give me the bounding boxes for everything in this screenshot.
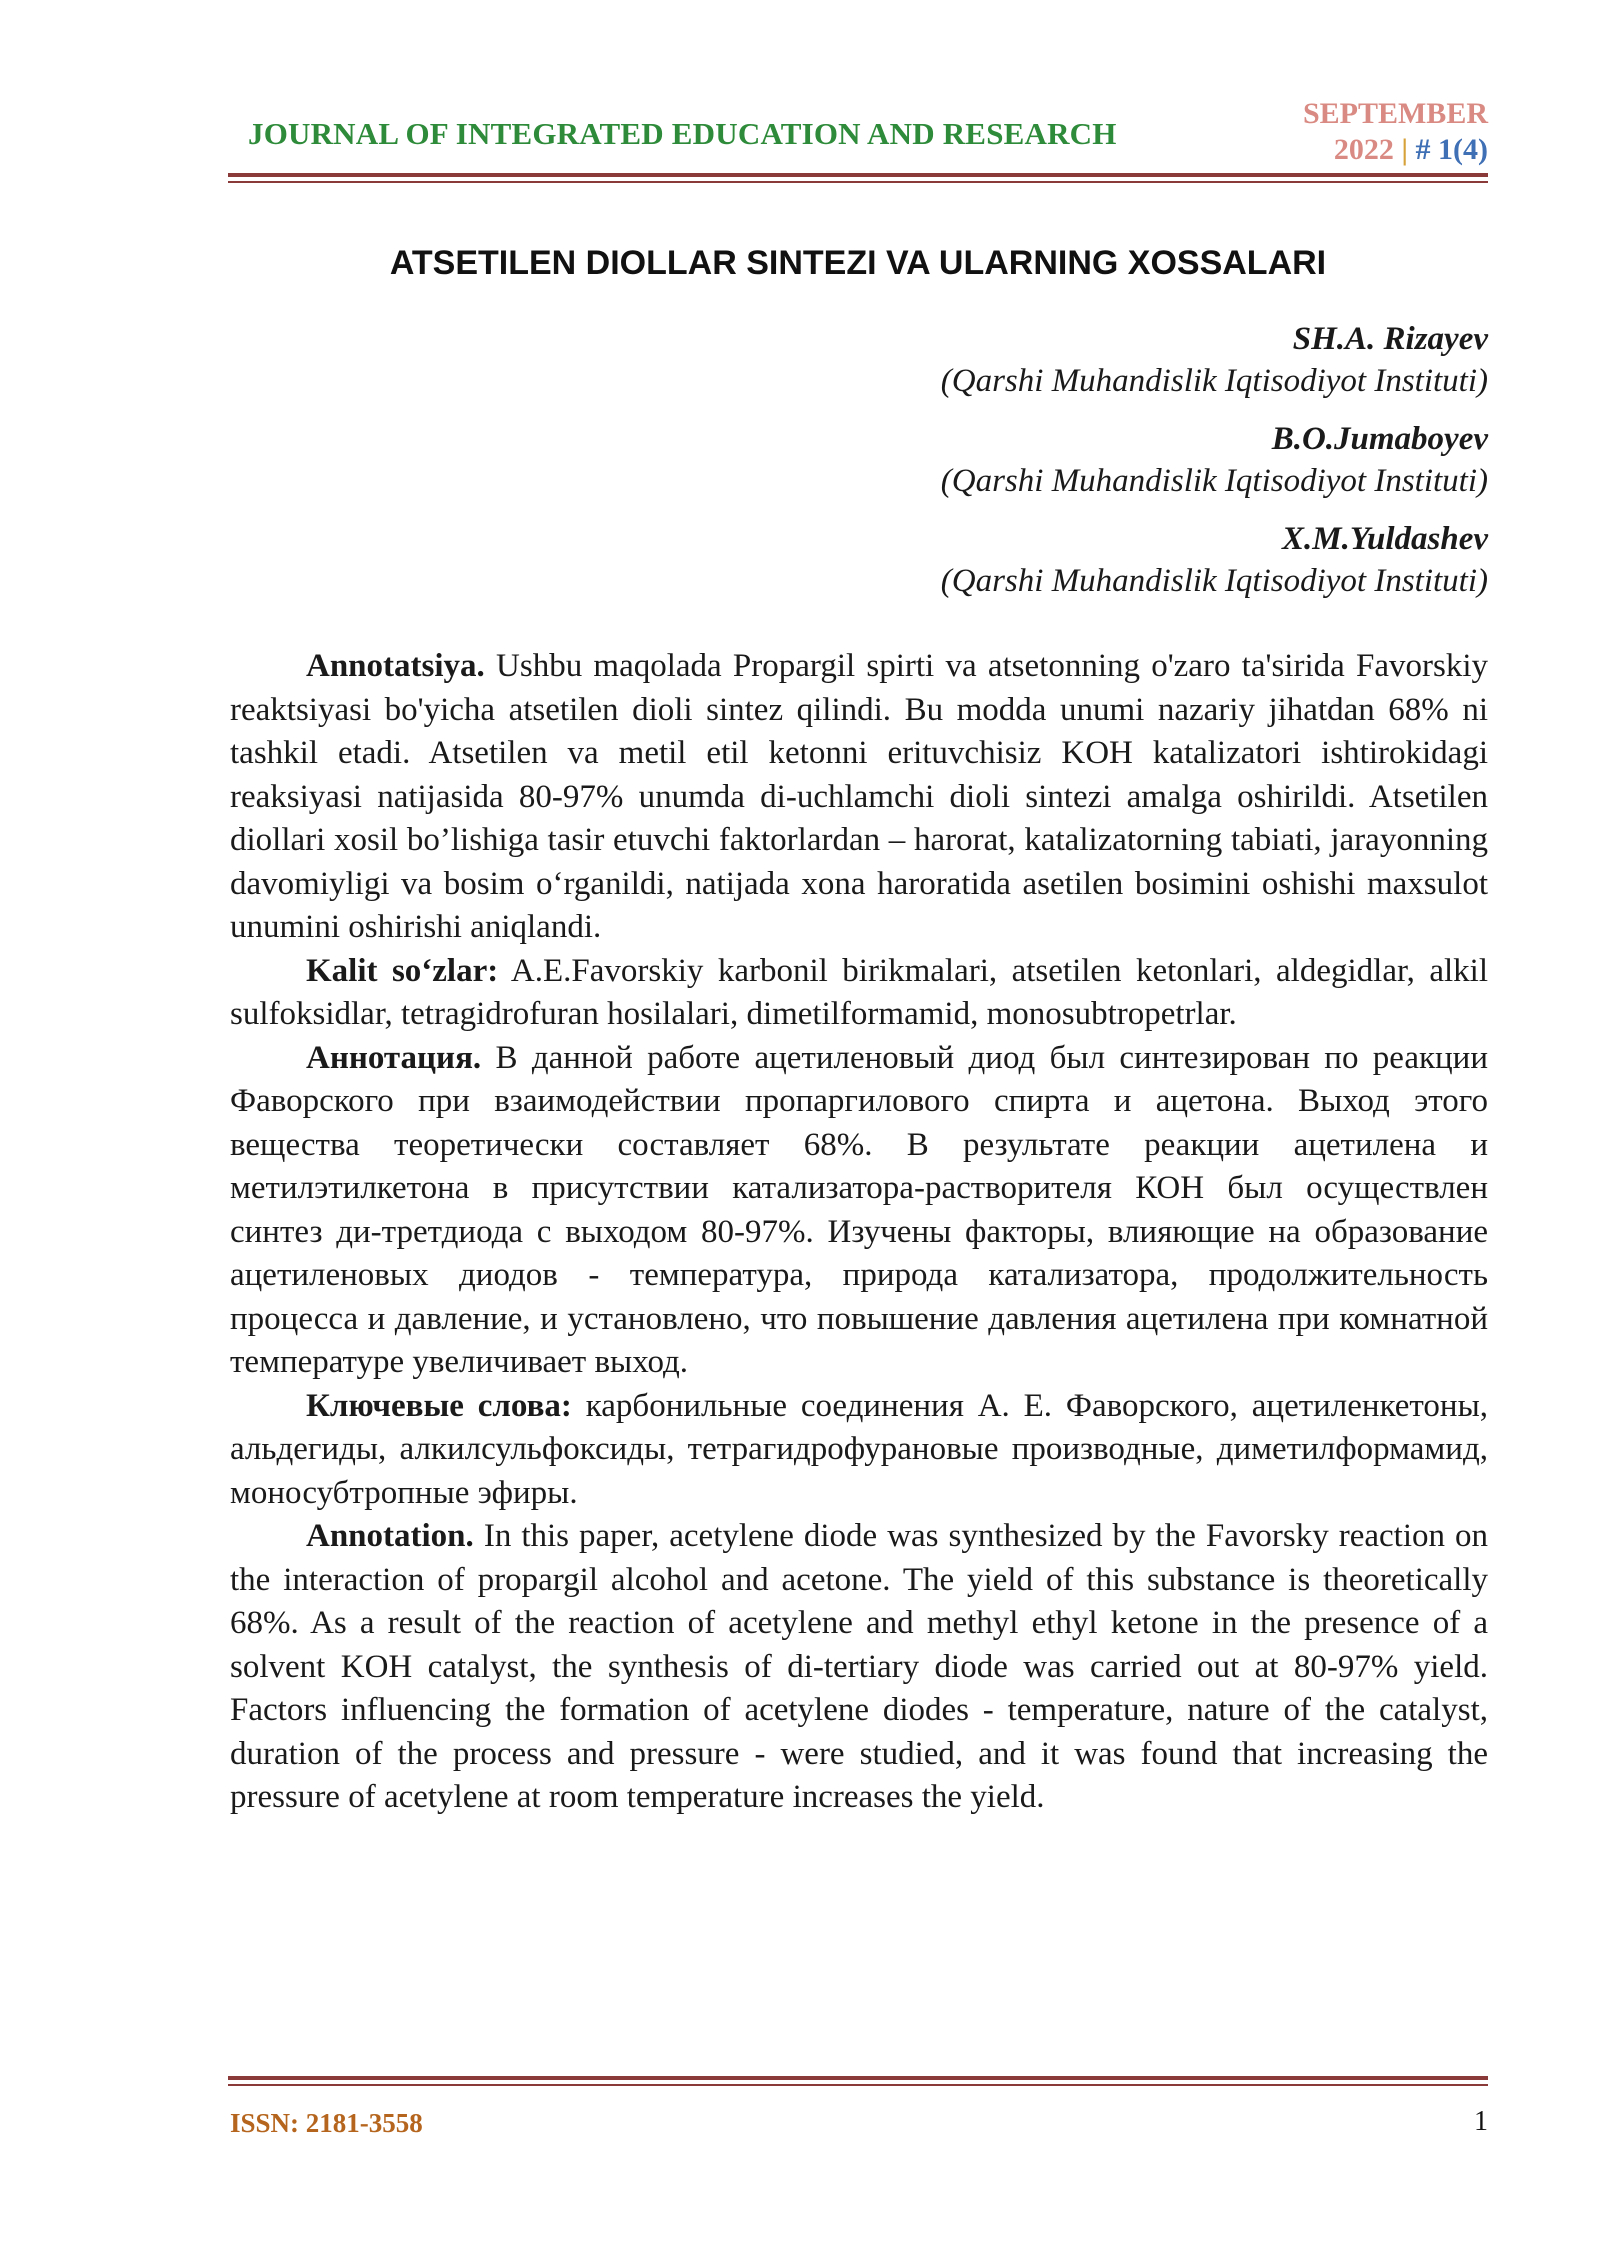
author-name: SH.A. Rizayev: [1292, 321, 1488, 357]
issue-number: # 1(4): [1415, 133, 1488, 166]
abstract-ru-label: Аннотация.: [306, 1039, 482, 1076]
author-name: B.O.Jumaboyev: [1271, 421, 1488, 457]
abstract-en: [230, 1515, 1488, 1820]
keywords-uz: [230, 950, 1488, 1037]
issue-separator: |: [1401, 133, 1409, 166]
footer-rule-thick: [228, 2076, 1488, 2080]
issue-year: 2022: [1333, 133, 1394, 166]
author-block: [388, 418, 1488, 502]
header-rule-thick: [228, 173, 1488, 177]
author-block: [388, 518, 1488, 602]
keywords-ru-label: Ключевые слова:: [306, 1387, 572, 1424]
keywords-uz-label: Kalit so‘zlar:: [306, 952, 499, 989]
paper-title: ATSETILEN DIOLLAR SINTEZI VA ULARNING XOSSALARI: [389, 244, 1327, 282]
abstract-uz-text: Ushbu maqolada Propargil spirti va atsetonning o'zaro ta'sirida Favorskiy reaktsiyasi bo'yicha atsetilen dioli sintez qilindi. Bu modda unumi nazariy jihatdan 68% ni tashkil etadi. Atsetilen va metil etil ketonni erituvchisiz KOH katalizatori ishtirokidagi reaksiyasi natijasida 80-97% unumda di-uchlamchi dioli sintezi amalga oshirildi. Atsetilen diollari xosil bo’lishiga tasir etuvchi faktorlardan – harorat, katalizatorning tabiati, jarayonning davomiyligi va bosim o‘rganildi, natijada xona haroratida asetilen bosimini oshishi maxsulot unumini oshirishi aniqlandi.: [230, 648, 1488, 945]
abstract-uz: [230, 645, 1488, 950]
article-body: [230, 645, 1488, 1820]
author-affiliation: (Qarshi Muhandislik Iqtisodiyot Instituti): [940, 363, 1488, 399]
abstract-en-label: Annotation.: [306, 1518, 474, 1554]
keywords-ru-text: карбонильные соединения А. Е. Фаворского, ацетиленкетоны, альдегиды, алкилсульфоксиды, тетрагидрофурановые производные, диметилформамид, моносубтропные эфиры.: [230, 1387, 1489, 1511]
issue-month: SEPTEMBER: [1302, 97, 1488, 130]
keywords-ru: [230, 1385, 1488, 1516]
author-list: [388, 318, 1488, 618]
author-block: [388, 318, 1488, 402]
abstract-ru: [230, 1037, 1488, 1385]
author-affiliation: (Qarshi Muhandislik Iqtisodiyot Instituti): [940, 463, 1488, 499]
author-name: X.M.Yuldashev: [1282, 521, 1488, 557]
header-rule-thin: [228, 181, 1488, 183]
keywords-uz-text: A.E.Favorskiy karbonil birikmalari, atsetilen ketonlari, aldegidlar, alkil sulfoksidlar, tetragidrofuran hosilalari, dimetilformamid, monosubtropetrlar.: [230, 952, 1488, 1032]
issn-label: ISSN: 2181-3558: [230, 2108, 423, 2138]
footer-rule-thin: [228, 2084, 1488, 2086]
author-affiliation: (Qarshi Muhandislik Iqtisodiyot Instituti): [940, 563, 1488, 599]
abstract-en-text: In this paper, acetylene diode was synthesized by the Favorsky reaction on the interaction of propargil alcohol and acetone. The yield of this substance is theoretically 68%. As a result of the reaction of acetylene and methyl ethyl ketone in the presence of a solvent KOH catalyst, the synthesis of di-tertiary diode was carried out at 80-97% yield. Factors influencing the formation of acetylene diodes - temperature, nature of the catalyst, duration of the process and pressure - were studied, and it was found that increasing the pressure of acetylene at room temperature increases the yield.: [230, 1518, 1489, 1815]
journal-title: JOURNAL OF INTEGRATED EDUCATION AND RESEARCH: [248, 116, 1117, 151]
abstract-uz-label: Annotatsiya.: [306, 648, 485, 684]
issue-line: [1303, 132, 1488, 168]
issue-info: [1303, 96, 1488, 168]
page-number: 1: [1474, 2106, 1488, 2137]
abstract-ru-text: В данной работе ацетиленовый диод был синтезирован по реакции Фаворского при взаимодействии пропаргилового спирта и ацетона. Выход этого вещества теоретически составляет 68%. В результате реакции ацетилена и метилэтилкетона в присутствии катализатора-растворителя КОН был осуществлен синтез ди-третдиода с выходом 80-97%. Изучены факторы, влияющие на образование ацетиленовых диодов - температура, природа катализатора, продолжительность процесса и давление, и установлено, что повышение давления ацетилена при комнатной температуре увеличивает выход.: [230, 1039, 1488, 1380]
